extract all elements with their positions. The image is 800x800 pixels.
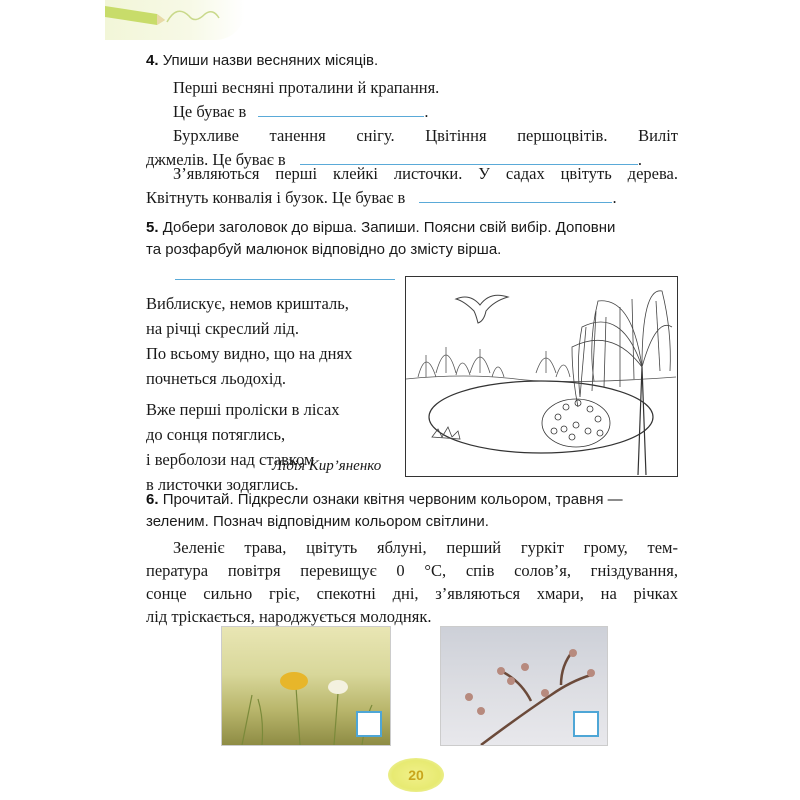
poem-line: в листочки зодяглись. [146,475,299,494]
answer-blank-3[interactable] [419,188,612,203]
page-number-badge [388,758,444,792]
task6-text-line: лід тріскається, народжується молодняк. [146,607,432,626]
answer-blank-1[interactable] [258,102,424,117]
poem-line: Вже перші проліски в лісах [146,400,340,419]
poem-line: Виблискує, немов кришталь, [146,294,349,313]
photo-checkbox[interactable] [356,711,382,737]
poem-line: По всьому видно, що на днях [146,344,353,363]
task4-line3: Бурхливе танення снігу. Цвітіння першоцвітів. Виліт [173,126,678,145]
coloring-illustration[interactable] [405,276,678,477]
poem-line: почнеться льодохід. [146,369,287,388]
photo-blossom-branch [440,626,608,746]
page-number: 20 [408,767,424,783]
task5-instruction: 5. Добери заголовок до вірша. Запиши. Поясни свій вибір. Доповни та розфарбуй малюнок відповідно до змісту вірша. [146,219,616,258]
poem-author: Лідія Кир’яненко [272,458,382,474]
task4-line2: Це буває в . [173,102,429,121]
task6-text-line: сонце сильно гріє, спекотні дні, з’являються хмари, на річках [146,584,678,603]
pencil-icon [105,0,245,40]
task6-instruction: 6. Прочитай. Підкресли ознаки квітня червоним кольором, травня — зеленим. Познач відповідним кольором світлини. [146,491,623,530]
task4-instruction: 4. Упиши назви весняних місяців. [146,52,379,69]
task4-line5: З’являються перші клейкі листочки. У садах цвітуть дерева. [173,164,678,183]
poem-line: на річці скреслий лід. [146,319,299,338]
task6-text-line: Зеленіє трава, цвітуть яблуні, перший гуркіт грому, тем- [173,538,678,557]
task4-line6: Квітнуть конвалія і бузок. Це буває в . [146,188,617,207]
title-answer-line[interactable] [175,279,395,280]
photo-dandelion [221,626,391,746]
poem-line: до сонця потяглись, [146,425,286,444]
task6-text-line: пература повітря перевищує 0 °С, спів солов’я, гніздування, [146,561,678,580]
task4-line1: Перші весняні проталини й крапання. [173,78,440,97]
task4-line4: джмелів. Це буває в . [146,150,642,169]
poem-line: і верболози над ставком [146,450,315,469]
landscape-drawing [406,277,676,475]
photo-checkbox[interactable] [573,711,599,737]
header-decoration [105,0,245,40]
